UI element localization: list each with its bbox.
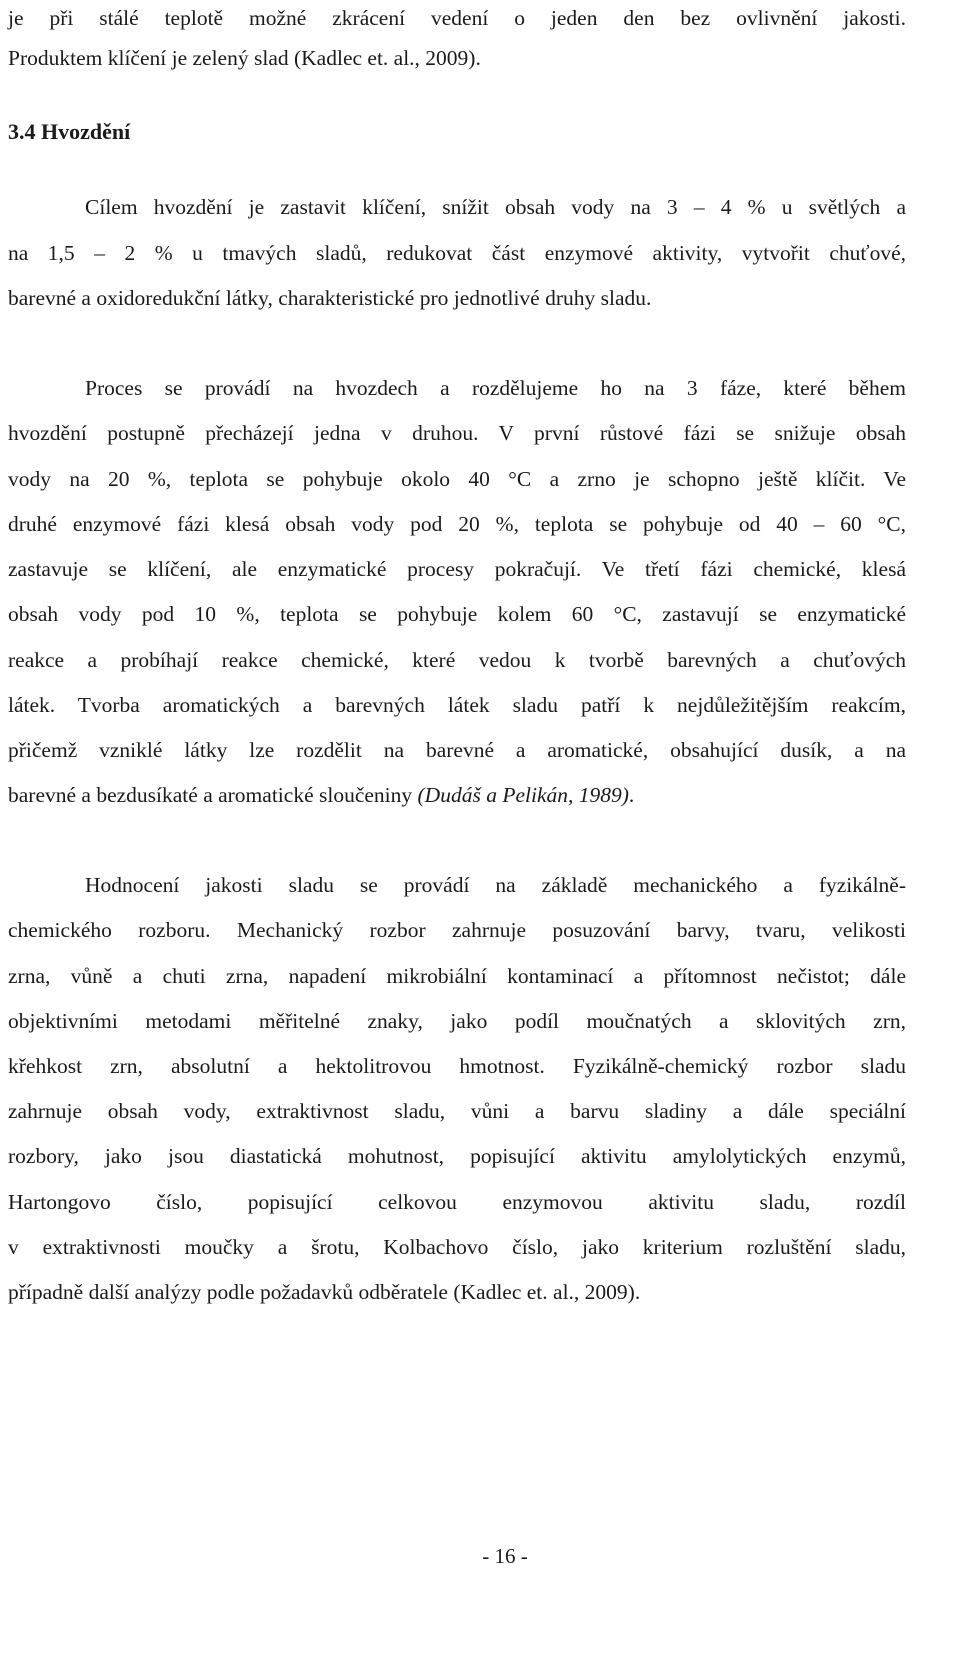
paragraph1-line-3: barevné a oxidoredukční látky, charakteristické pro jednotlivé druhy sladu.: [8, 286, 652, 310]
paragraph2-line-8: látek. Tvorba aromatických a barevných látek sladu patří k nejdůležitějším reakcím,: [8, 693, 906, 717]
paragraph2-line-4: druhé enzymové fázi klesá obsah vody pod 20 %, teplota se pohybuje od 40 – 60 °C,: [8, 512, 906, 536]
paragraph3-line-7: rozbory, jako jsou diastatická mohutnost, popisující aktivitu amylolytických enzymů,: [8, 1144, 906, 1168]
paragraph2-line-9: přičemž vzniklé látky lze rozdělit na barevné a aromatické, obsahující dusík, a na: [8, 738, 906, 762]
paragraph2-line-1: Proces se provádí na hvozdech a rozdělujeme ho na 3 fáze, které během: [85, 376, 906, 400]
paragraph3-line-2: chemického rozboru. Mechanický rozbor zahrnuje posuzování barvy, tvaru, velikosti: [8, 918, 906, 942]
paragraph3-line-3: zrna, vůně a chuti zrna, napadení mikrobiální kontaminací a přítomnost nečistot; dále: [8, 964, 906, 988]
paragraph3-line-9: v extraktivnosti moučky a šrotu, Kolbachovo číslo, jako kriterium rozluštění sladu,: [8, 1235, 906, 1259]
paragraph2-line-2: hvozdění postupně přecházejí jedna v druhou. V první růstové fázi se snižuje obsah: [8, 421, 906, 445]
paragraph2-line-6: obsah vody pod 10 %, teplota se pohybuje kolem 60 °C, zastavují se enzymatické: [8, 602, 906, 626]
paragraph2-line-7: reakce a probíhají reakce chemické, které vedou k tvorbě barevných a chuťových: [8, 648, 906, 672]
paragraph2-line-10: [8, 780, 906, 810]
intro-line-1: je při stálé teplotě možné zkrácení vedení o jeden den bez ovlivnění jakosti.: [8, 6, 906, 30]
section-heading: 3.4 Hvozdění: [8, 119, 131, 144]
paragraph1-line-2: na 1,5 – 2 % u tmavých sladů, redukovat část enzymové aktivity, vytvořit chuťové,: [8, 241, 906, 265]
paragraph2-line-3: vody na 20 %, teplota se pohybuje okolo 40 °C a zrno je schopno ještě klíčit. Ve: [8, 467, 906, 491]
page-number: - 16 -: [482, 1544, 528, 1568]
paragraph3-line-4: objektivními metodami měřitelné znaky, jako podíl moučnatých a sklovitých zrn,: [8, 1009, 906, 1033]
paragraph3-line-5: křehkost zrn, absolutní a hektolitrovou hmotnost. Fyzikálně-chemický rozbor sladu: [8, 1054, 906, 1078]
paragraph3-line-10: případně další analýzy podle požadavků odběratele (Kadlec et. al., 2009).: [8, 1280, 641, 1304]
paragraph1-line-1: Cílem hvozdění je zastavit klíčení, snížit obsah vody na 3 – 4 % u světlých a: [85, 195, 906, 219]
paragraph3-line-6: zahrnuje obsah vody, extraktivnost sladu, vůni a barvu sladiny a dále speciální: [8, 1099, 906, 1123]
paragraph3-line-1: Hodnocení jakosti sladu se provádí na základě mechanického a fyzikálně-: [85, 873, 906, 897]
paragraph2-last-text: barevné a bezdusíkaté a aromatické sloučeniny: [8, 783, 418, 807]
paragraph2-line-5: zastavuje se klíčení, ale enzymatické procesy pokračují. Ve třetí fázi chemické, klesá: [8, 557, 906, 581]
paragraph2-last-end: .: [628, 783, 635, 807]
intro-line-2: Produktem klíčení je zelený slad (Kadlec et. al., 2009).: [8, 46, 481, 70]
citation-dudas-pelikan: (Dudáš a Pelikán, 1989): [417, 783, 629, 807]
paragraph3-line-8: Hartongovo číslo, popisující celkovou enzymovou aktivitu sladu, rozdíl: [8, 1190, 906, 1214]
